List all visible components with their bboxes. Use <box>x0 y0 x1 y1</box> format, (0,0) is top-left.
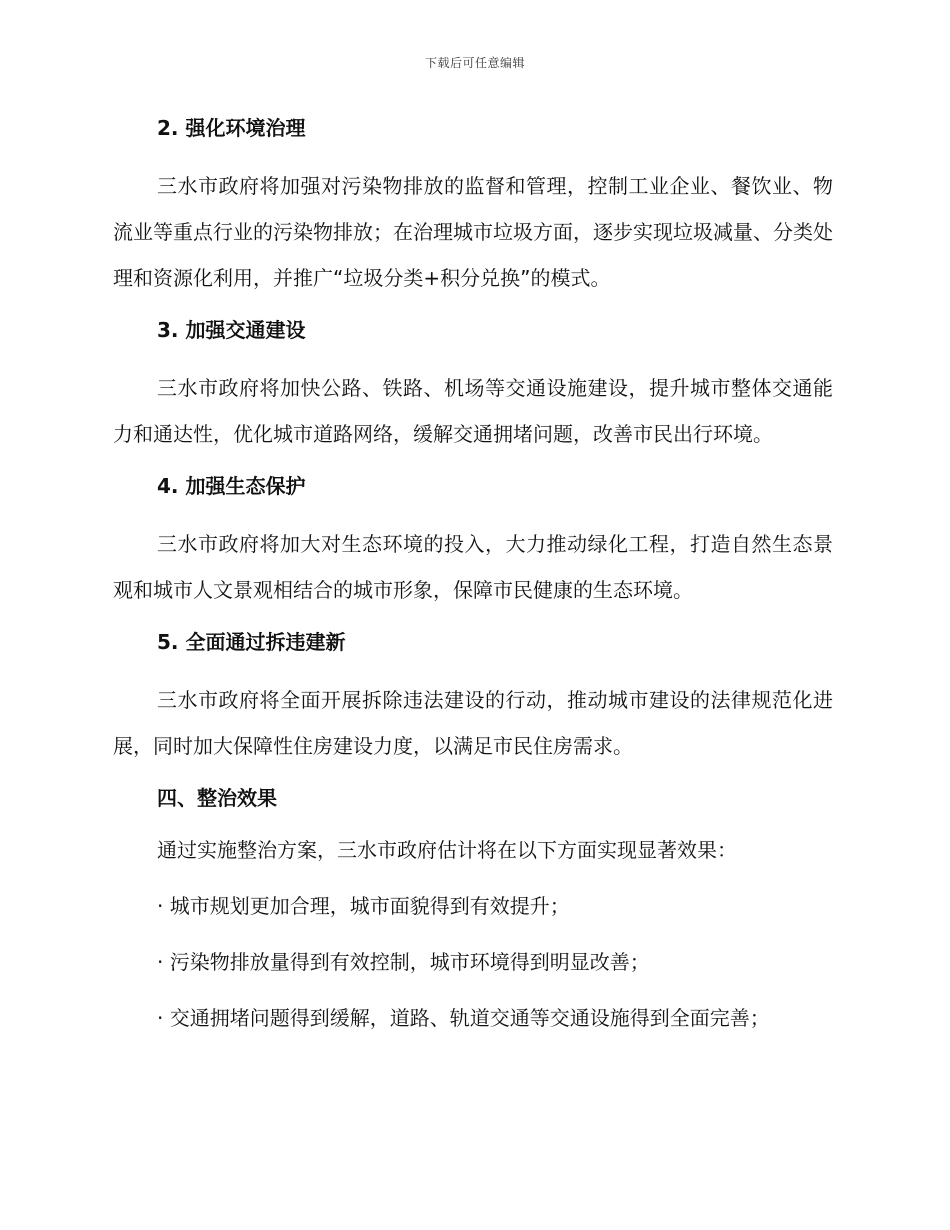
section-heading-transport: 3. 加强交通建设 <box>157 318 306 342</box>
section-heading-environment: 2. 强化环境治理 <box>157 116 306 140</box>
section-paragraph-demolition: 三水市政府将全面开展拆除违法建设的行动，推动城市建设的法律规范化进展，同时加大保障性住房建设力度，以满足市民住房需求。 <box>113 688 833 758</box>
effects-bullet-item: · 城市规划更加合理，城市面貌得到有效提升； <box>157 894 570 918</box>
section-paragraph-transport: 三水市政府将加快公路、铁路、机场等交通设施建设，提升城市整体交通能力和通达性，优化城市道路网络，缓解交通拥堵问题，改善市民出行环境。 <box>113 376 833 446</box>
effects-heading: 四、整治效果 <box>157 786 277 810</box>
section-paragraph-ecology: 三水市政府将加大对生态环境的投入，大力推动绿化工程，打造自然生态景观和城市人文景观相结合的城市形象，保障市民健康的生态环境。 <box>113 532 833 602</box>
document-body <box>113 111 833 1057</box>
section-paragraph-environment: 三水市政府将加强对污染物排放的监督和管理，控制工业企业、餐饮业、物流业等重点行业的污染物排放；在治理城市垃圾方面，逐步实现垃圾减量、分类处理和资源化利用，并推广“垃圾分类+积分兑换”的模式。 <box>113 174 833 290</box>
header-note: 下载后可任意编辑 <box>424 56 525 70</box>
effects-bullet-item: · 污染物排放量得到有效控制，城市环境得到明显改善； <box>157 950 650 974</box>
section-heading-demolition: 5. 全面通过拆违建新 <box>157 630 346 654</box>
effects-bullet-item: · 交通拥堵问题得到缓解，道路、轨道交通等交通设施得到全面完善； <box>157 1006 770 1030</box>
effects-intro: 通过实施整治方案，三水市政府估计将在以下方面实现显著效果： <box>157 838 737 862</box>
section-heading-ecology: 4. 加强生态保护 <box>157 474 306 498</box>
